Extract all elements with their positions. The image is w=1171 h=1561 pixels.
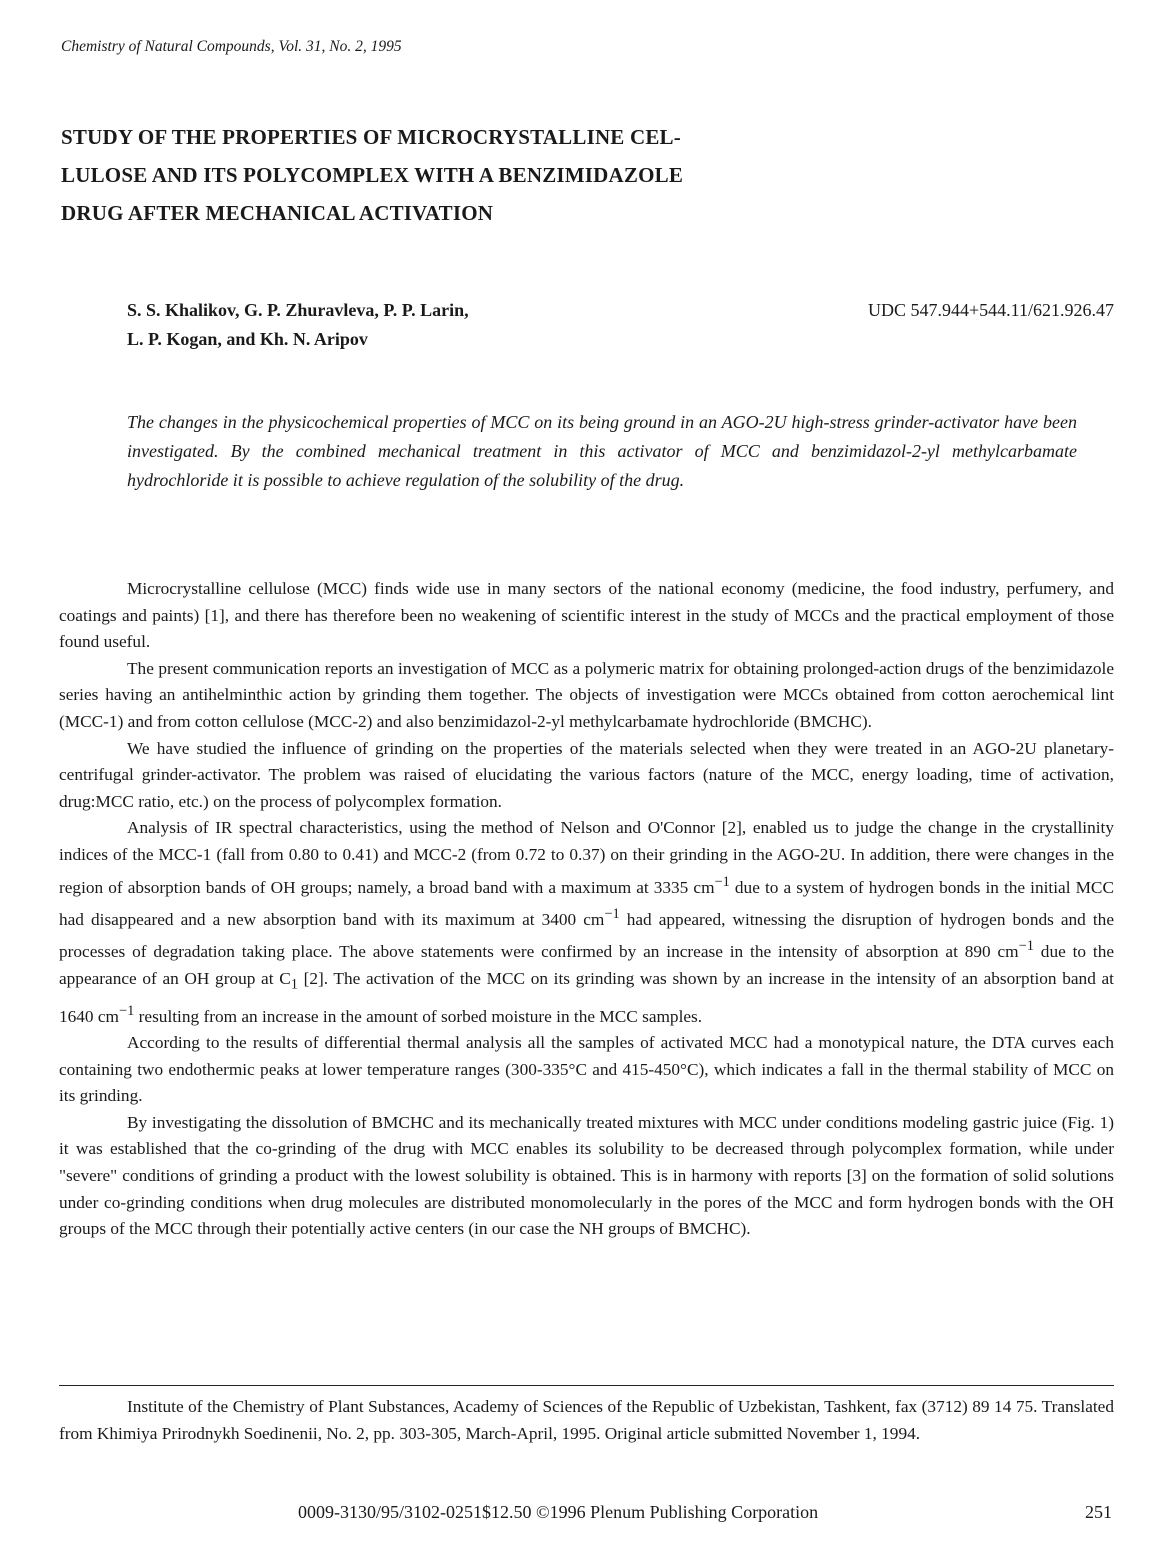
abstract: The changes in the physicochemical properties of MCC on its being ground in an AGO-2U high-stress grinder-activator have been investigated. By the combined mechanical treatment in this activator of MCC and benzimidazol-2-yl methylcarbamate hydrochloride it is possible to achieve regulation of the solubility of the drug.	[127, 412, 1077, 490]
running-head: Chemistry of Natural Compounds, Vol. 31, No. 2, 1995	[61, 38, 402, 55]
title-line: STUDY OF THE PROPERTIES OF MICROCRYSTALLINE CEL-	[61, 125, 681, 149]
paragraph: We have studied the influence of grinding on the properties of the materials selected when they were treated in an AGO-2U planetary-centrifugal grinder-activator. The problem was raised of elucidating the various factors (nature of the MCC, energy loading, time of activation, drug:MCC ratio, etc.) on the process of polycomplex formation.	[59, 738, 1114, 811]
superscript: −1	[604, 905, 620, 922]
footnote-text: Institute of the Chemistry of Plant Substances, Academy of Sciences of the Republic of Uzbekistan, Tashkent, fax (3712) 89 14 75. Translated from Khimiya Prirodnykh Soedinenii, No. 2, pp. 303-305, March-April, 1995. Original article submitted November 1, 1994.	[59, 1397, 1114, 1443]
superscript: −1	[119, 1002, 135, 1019]
paragraph: According to the results of differential thermal analysis all the samples of activated MCC had a monotypical nature, the DTA curves each containing two endothermic peaks at lower temperature ranges (300-335°C and 415-450°C), which indicates a fall in the thermal stability of MCC on its grinding.	[59, 1033, 1114, 1106]
authors-line: S. S. Khalikov, G. P. Zhuravleva, P. P. Larin,	[127, 300, 469, 320]
superscript: −1	[714, 873, 730, 890]
text-run: [2]. The activation of the MCC on its grinding was shown by an increase in the intensity of an absorption band at 1640 cm	[59, 968, 1114, 1026]
text-run: had appeared, witnessing the disruption of hydrogen bonds and the processes of degradation taking place. The above statements were confirmed by an increase in the intensity of absorption at 890 cm	[59, 909, 1114, 962]
paragraph-ir-analysis	[59, 815, 1114, 1030]
title-line: LULOSE AND ITS POLYCOMPLEX WITH A BENZIMIDAZOLE	[61, 163, 684, 187]
text-run: Analysis of IR spectral characteristics, using the method of Nelson and O'Connor [2], enabled us to judge the change in the crystallinity indices of the MCC-1 (fall from 0.80 to 0.41) and MCC-2 (from 0.72 to 0.37) on their grinding in the AGO-2U. In addition, there were changes in the region of absorption bands of OH groups; namely, a broad band with a maximum at 3335 cm	[59, 818, 1114, 897]
authors	[127, 296, 469, 354]
superscript: −1	[1018, 938, 1034, 955]
article-title	[61, 118, 821, 232]
title-line: DRUG AFTER MECHANICAL ACTIVATION	[61, 201, 494, 225]
subscript: 1	[290, 976, 298, 993]
paragraph: Microcrystalline cellulose (MCC) finds wide use in many sectors of the national economy (medicine, the food industry, perfumery, and coatings and paints) [1], and there has therefore been no weakening of scientific interest in the study of MCCs and the practical employment of those found useful.	[59, 579, 1114, 652]
page-number: 251	[1085, 1502, 1112, 1522]
paragraph: The present communication reports an investigation of MCC as a polymeric matrix for obtaining prolonged-action drugs of the benzimidazole series having an antihelminthic action by grinding them together. The objects of investigation were MCCs obtained from cotton aerochemical lint (MCC-1) and from cotton cellulose (MCC-2) and also benzimidazol-2-yl methylcarbamate hydrochloride (BMCHC).	[59, 658, 1114, 731]
text-run: resulting from an increase in the amount of sorbed moisture in the MCC samples.	[134, 1006, 703, 1026]
text-run: due to the appearance of an OH group at C	[59, 942, 1115, 988]
authors-line: L. P. Kogan, and Kh. N. Aripov	[127, 329, 368, 349]
paragraph: By investigating the dissolution of BMCHC and its mechanically treated mixtures with MCC under conditions modeling gastric juice (Fig. 1) it was established that the co-grinding of the drug with MCC enables its solubility to be decreased through polycomplex formation, while under "severe" conditions of grinding a product with the lowest solubility is obtained. This is in harmony with reports [3] on the formation of solid solutions under co-grinding conditions when drug molecules are distributed monomolecularly in the pores of the MCC and form hydrogen bonds with the OH groups of the MCC through their potentially active centers (in our case the NH groups of BMCHC).	[59, 1112, 1114, 1239]
footnote-rule	[59, 1385, 1114, 1386]
udc-code: UDC 547.944+544.11/621.926.47	[868, 300, 1114, 320]
footnote	[59, 1394, 1114, 1447]
article-body	[59, 576, 1114, 1243]
text-run: due to a system of hydrogen bonds in the initial MCC had disappeared and a new absorption band with its maximum at 3400 cm	[59, 877, 1114, 929]
issn-line: 0009-3130/95/3102-0251$12.50 ©1996 Plenum Publishing Corporation	[298, 1502, 819, 1522]
